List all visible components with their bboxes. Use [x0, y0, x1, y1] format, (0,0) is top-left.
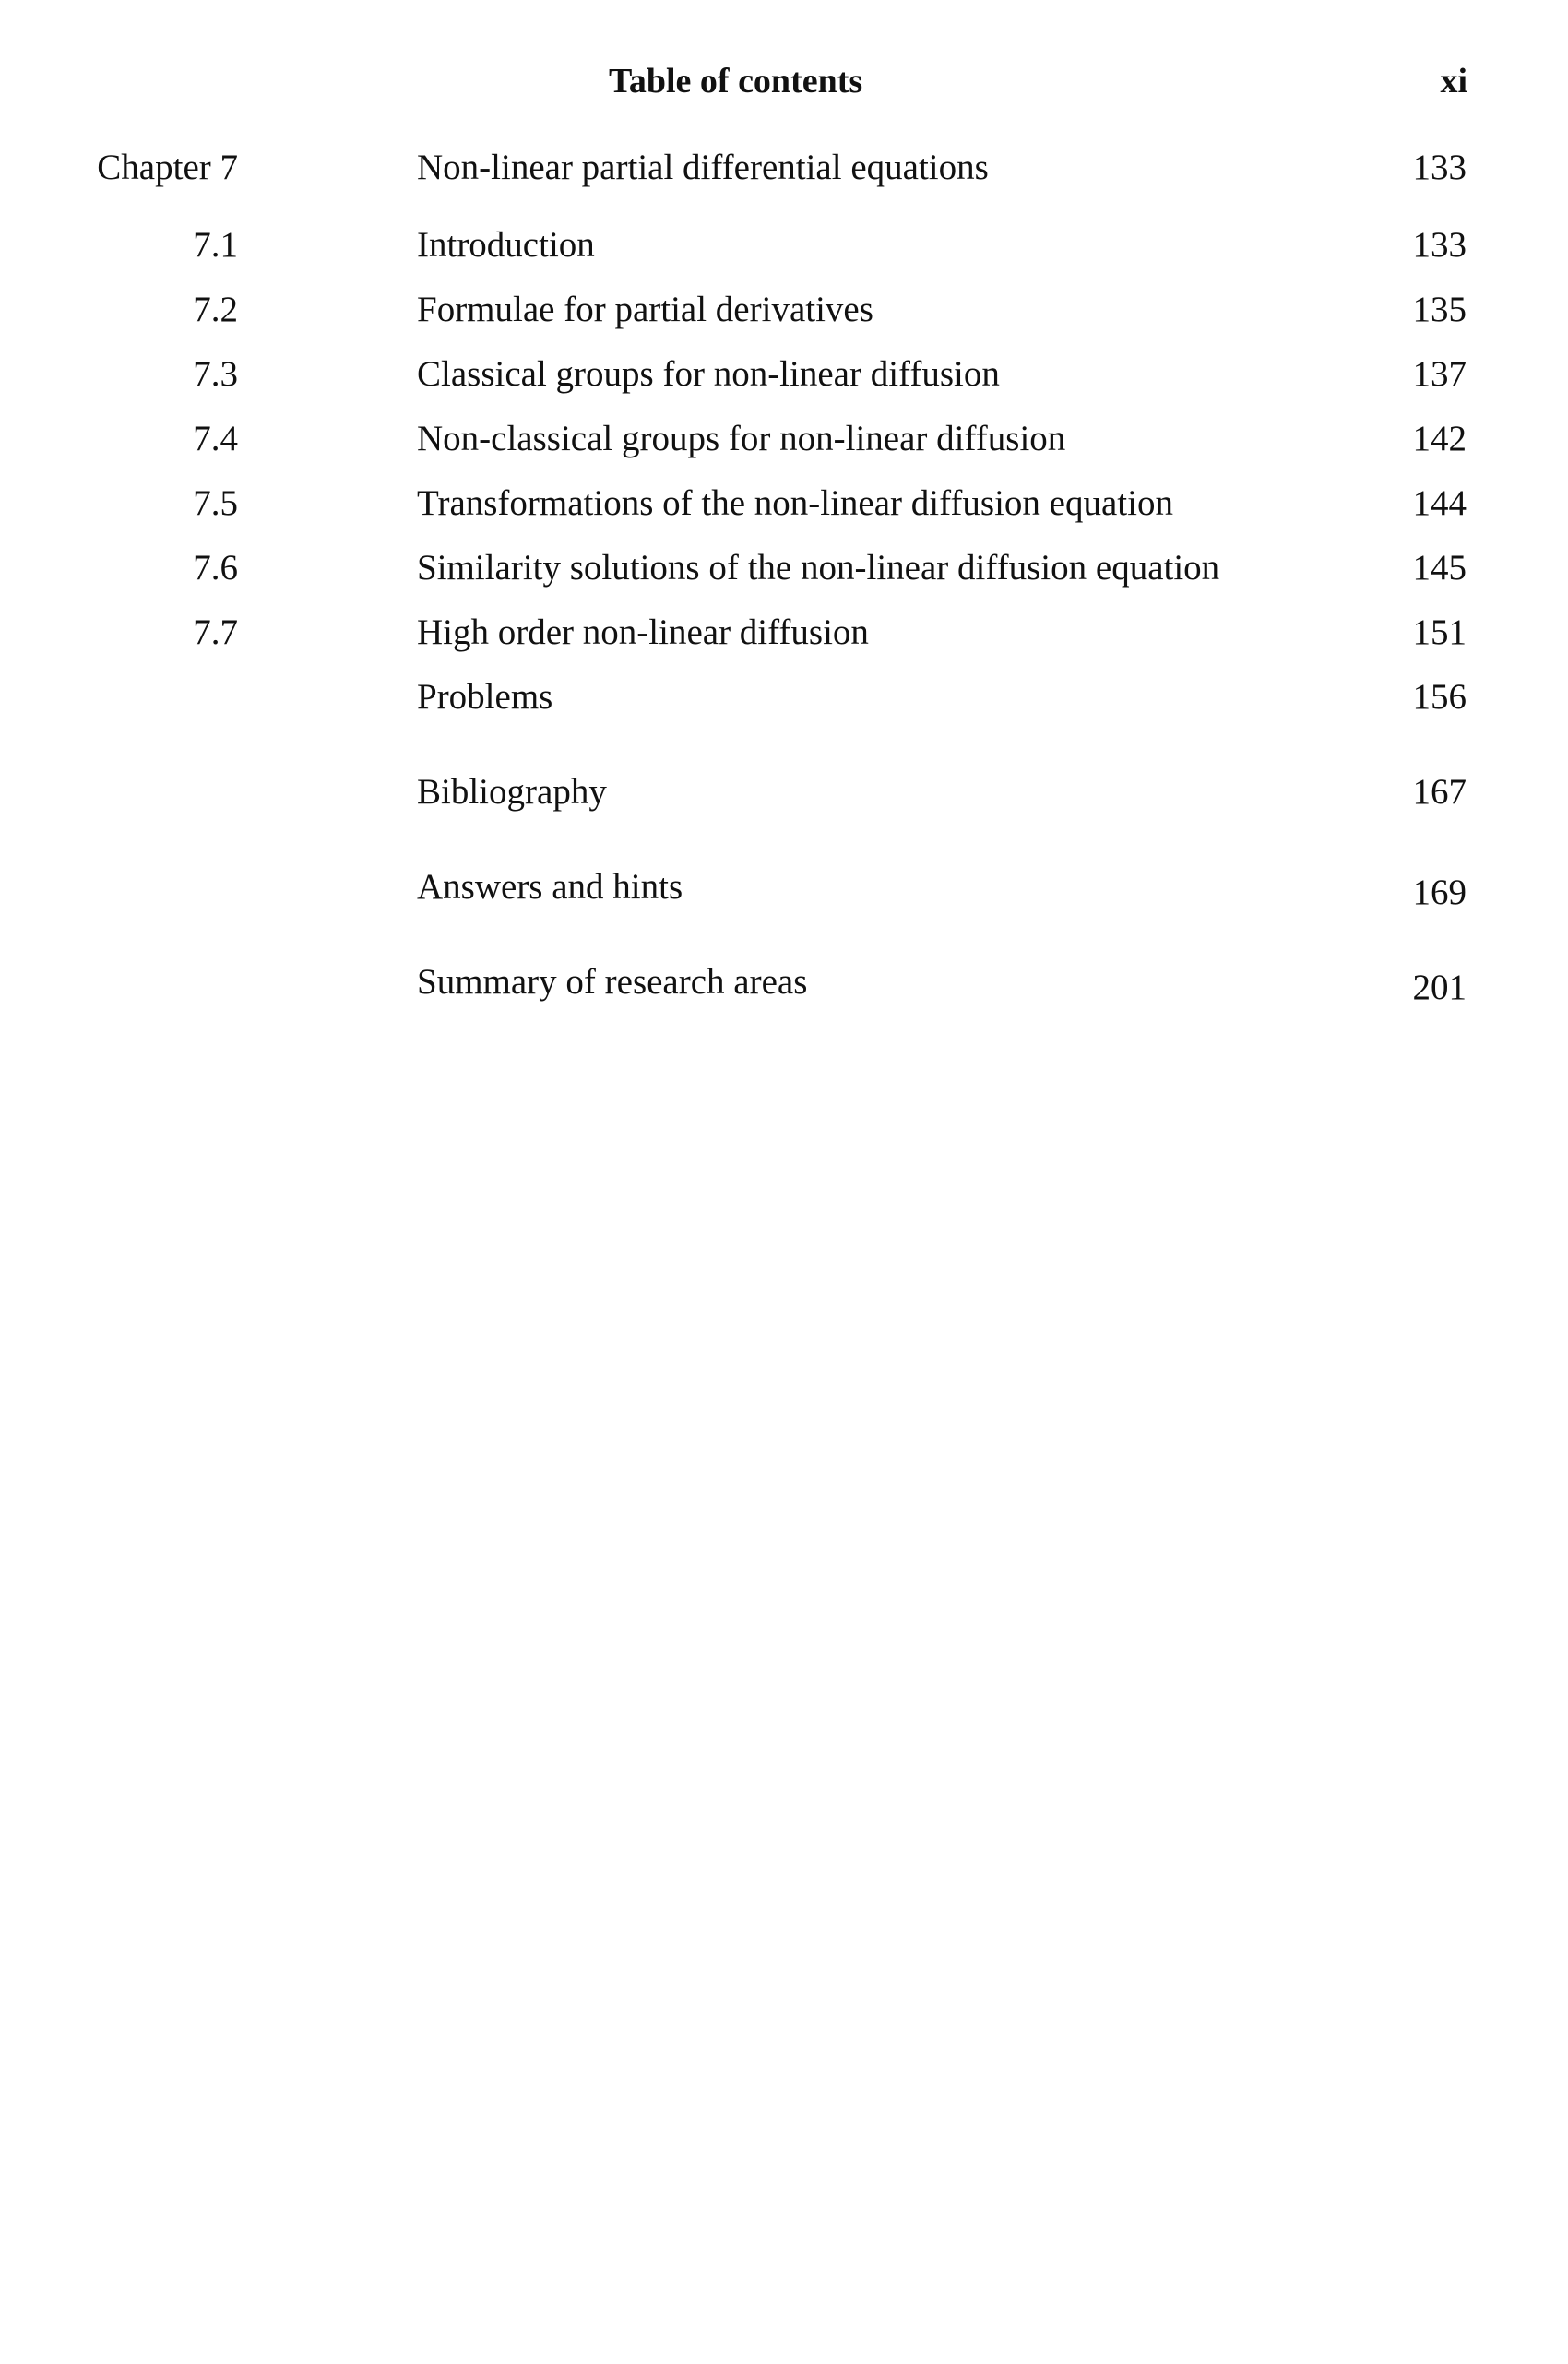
- answers-page: 169: [1412, 873, 1467, 912]
- toc-problems-entry[interactable]: [0, 674, 1568, 720]
- chapter-page: 133: [1412, 148, 1467, 187]
- section-page: 133: [1412, 225, 1467, 265]
- running-head: [0, 61, 1568, 116]
- toc-section-entry[interactable]: [0, 416, 1568, 462]
- toc-back-matter-entry[interactable]: [0, 769, 1568, 815]
- section-number: 7.5: [193, 483, 238, 523]
- toc-section-entry[interactable]: [0, 545, 1568, 591]
- section-title: Non-classical groups for non-linear diffusion: [417, 419, 1066, 458]
- bibliography-title: Bibliography: [417, 772, 607, 812]
- section-number: 7.6: [193, 548, 238, 588]
- problems-title: Problems: [417, 677, 553, 717]
- toc-back-matter-entry[interactable]: [0, 959, 1568, 1005]
- folio-page-number: xi: [1440, 62, 1467, 101]
- section-number: 7.1: [193, 225, 238, 265]
- answers-title: Answers and hints: [417, 867, 683, 907]
- bibliography-page: 167: [1412, 772, 1467, 812]
- chapter-title: Non-linear partial differential equations: [417, 148, 989, 187]
- toc-section-entry[interactable]: [0, 481, 1568, 527]
- toc-back-matter-entry[interactable]: [0, 864, 1568, 910]
- section-title: Introduction: [417, 225, 595, 265]
- toc-section-entry[interactable]: [0, 222, 1568, 268]
- research-summary-title: Summary of research areas: [417, 962, 808, 1002]
- section-page: 144: [1412, 483, 1467, 523]
- toc-section-entry[interactable]: [0, 610, 1568, 656]
- section-page: 137: [1412, 354, 1467, 394]
- section-title: Similarity solutions of the non-linear diffusion equation: [417, 548, 1220, 588]
- section-title: Formulae for partial derivatives: [417, 290, 873, 329]
- section-number: 7.3: [193, 354, 238, 394]
- section-title: Transformations of the non-linear diffusion equation: [417, 483, 1173, 523]
- section-page: 135: [1412, 290, 1467, 329]
- problems-page: 156: [1412, 677, 1467, 717]
- page-title: Table of contents: [609, 62, 863, 101]
- toc-section-entry[interactable]: [0, 351, 1568, 398]
- section-title: Classical groups for non-linear diffusion: [417, 354, 1000, 394]
- section-title: High order non-linear diffusion: [417, 612, 869, 652]
- section-number: 7.7: [193, 612, 238, 652]
- section-number: 7.2: [193, 290, 238, 329]
- research-summary-page: 201: [1412, 968, 1467, 1007]
- section-number: 7.4: [193, 419, 238, 458]
- section-page: 145: [1412, 548, 1467, 588]
- section-page: 151: [1412, 612, 1467, 652]
- chapter-label: Chapter 7: [97, 148, 238, 187]
- toc-chapter-entry[interactable]: [0, 145, 1568, 191]
- section-page: 142: [1412, 419, 1467, 458]
- toc-section-entry[interactable]: [0, 287, 1568, 333]
